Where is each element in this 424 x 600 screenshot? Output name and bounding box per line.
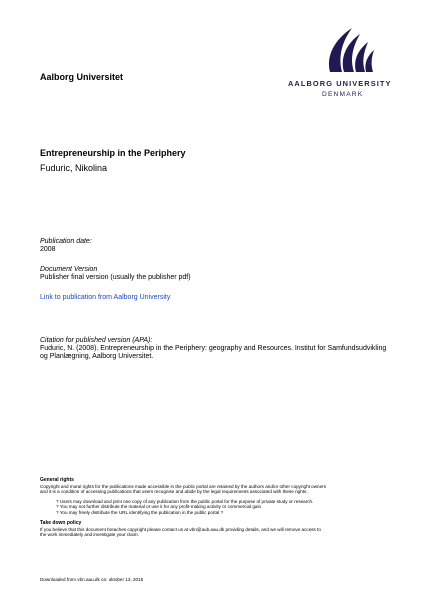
citation-line-2: og Planlægning, Aalborg Universitet. — [40, 353, 154, 360]
logo-country: DENMARK — [322, 91, 364, 98]
citation-label: Citation for published version (APA): — [40, 337, 153, 344]
rights-bullet: ? You may freely distribute the URL identifying the publication in the public portal ? — [56, 509, 224, 515]
general-rights-block — [40, 478, 390, 516]
publication-link[interactable]: Link to publication from Aalborg University — [40, 294, 171, 301]
download-footer: Downloaded from vbn.aau.dk on: oktober 13, 2015 — [40, 577, 144, 582]
takedown-block — [40, 521, 390, 538]
document-version-value: Publisher final version (usually the publisher pdf) — [40, 274, 191, 281]
publication-date-value: 2008 — [40, 246, 56, 253]
general-rights-line-2: and it is a condition of accessing publications that users recognise and abide by the legal requirements associated with these rights. — [40, 489, 308, 495]
document-version-label: Document Version — [40, 266, 98, 273]
takedown-heading: Take down policy — [40, 520, 82, 526]
general-rights-heading: General rights — [40, 477, 74, 483]
document-version-block — [40, 266, 390, 282]
publication-date-label: Publication date: — [40, 238, 92, 245]
rights-bullet: ? Users may download and print one copy of any publication from the public portal for the purpose of private study or research. — [56, 498, 314, 504]
wave-icon — [320, 26, 380, 74]
university-logo — [288, 26, 400, 98]
publication-title: Entrepreneurship in the Periphery — [40, 148, 186, 158]
citation-line-1: Fuduric, N. (2008). Entrepreneurship in the Periphery: geography and Resources. Institut for Samfundsudvikling — [40, 345, 387, 352]
takedown-line-2: the work immediately and investigate your claim. — [40, 532, 139, 538]
logo-university-name: AALBORG UNIVERSITY — [288, 79, 392, 88]
takedown-line-1: If you believe that this document breaches copyright please contact us at vbn@aub.aau.dk providing details, and we will remove access to — [40, 526, 321, 532]
publication-author: Fuduric, Nikolina — [40, 163, 108, 173]
rights-bullet: ? You may not further distribute the material or use it for any profit-making activity or commercial gain — [56, 504, 262, 510]
general-rights-line-1: Copyright and moral rights for the publications made accessible in the public portal are retained by the authors and/or other copyright owners — [40, 483, 326, 489]
citation-block — [40, 337, 390, 361]
organization-name: Aalborg Universitet — [40, 72, 124, 82]
publication-date-block — [40, 238, 390, 254]
